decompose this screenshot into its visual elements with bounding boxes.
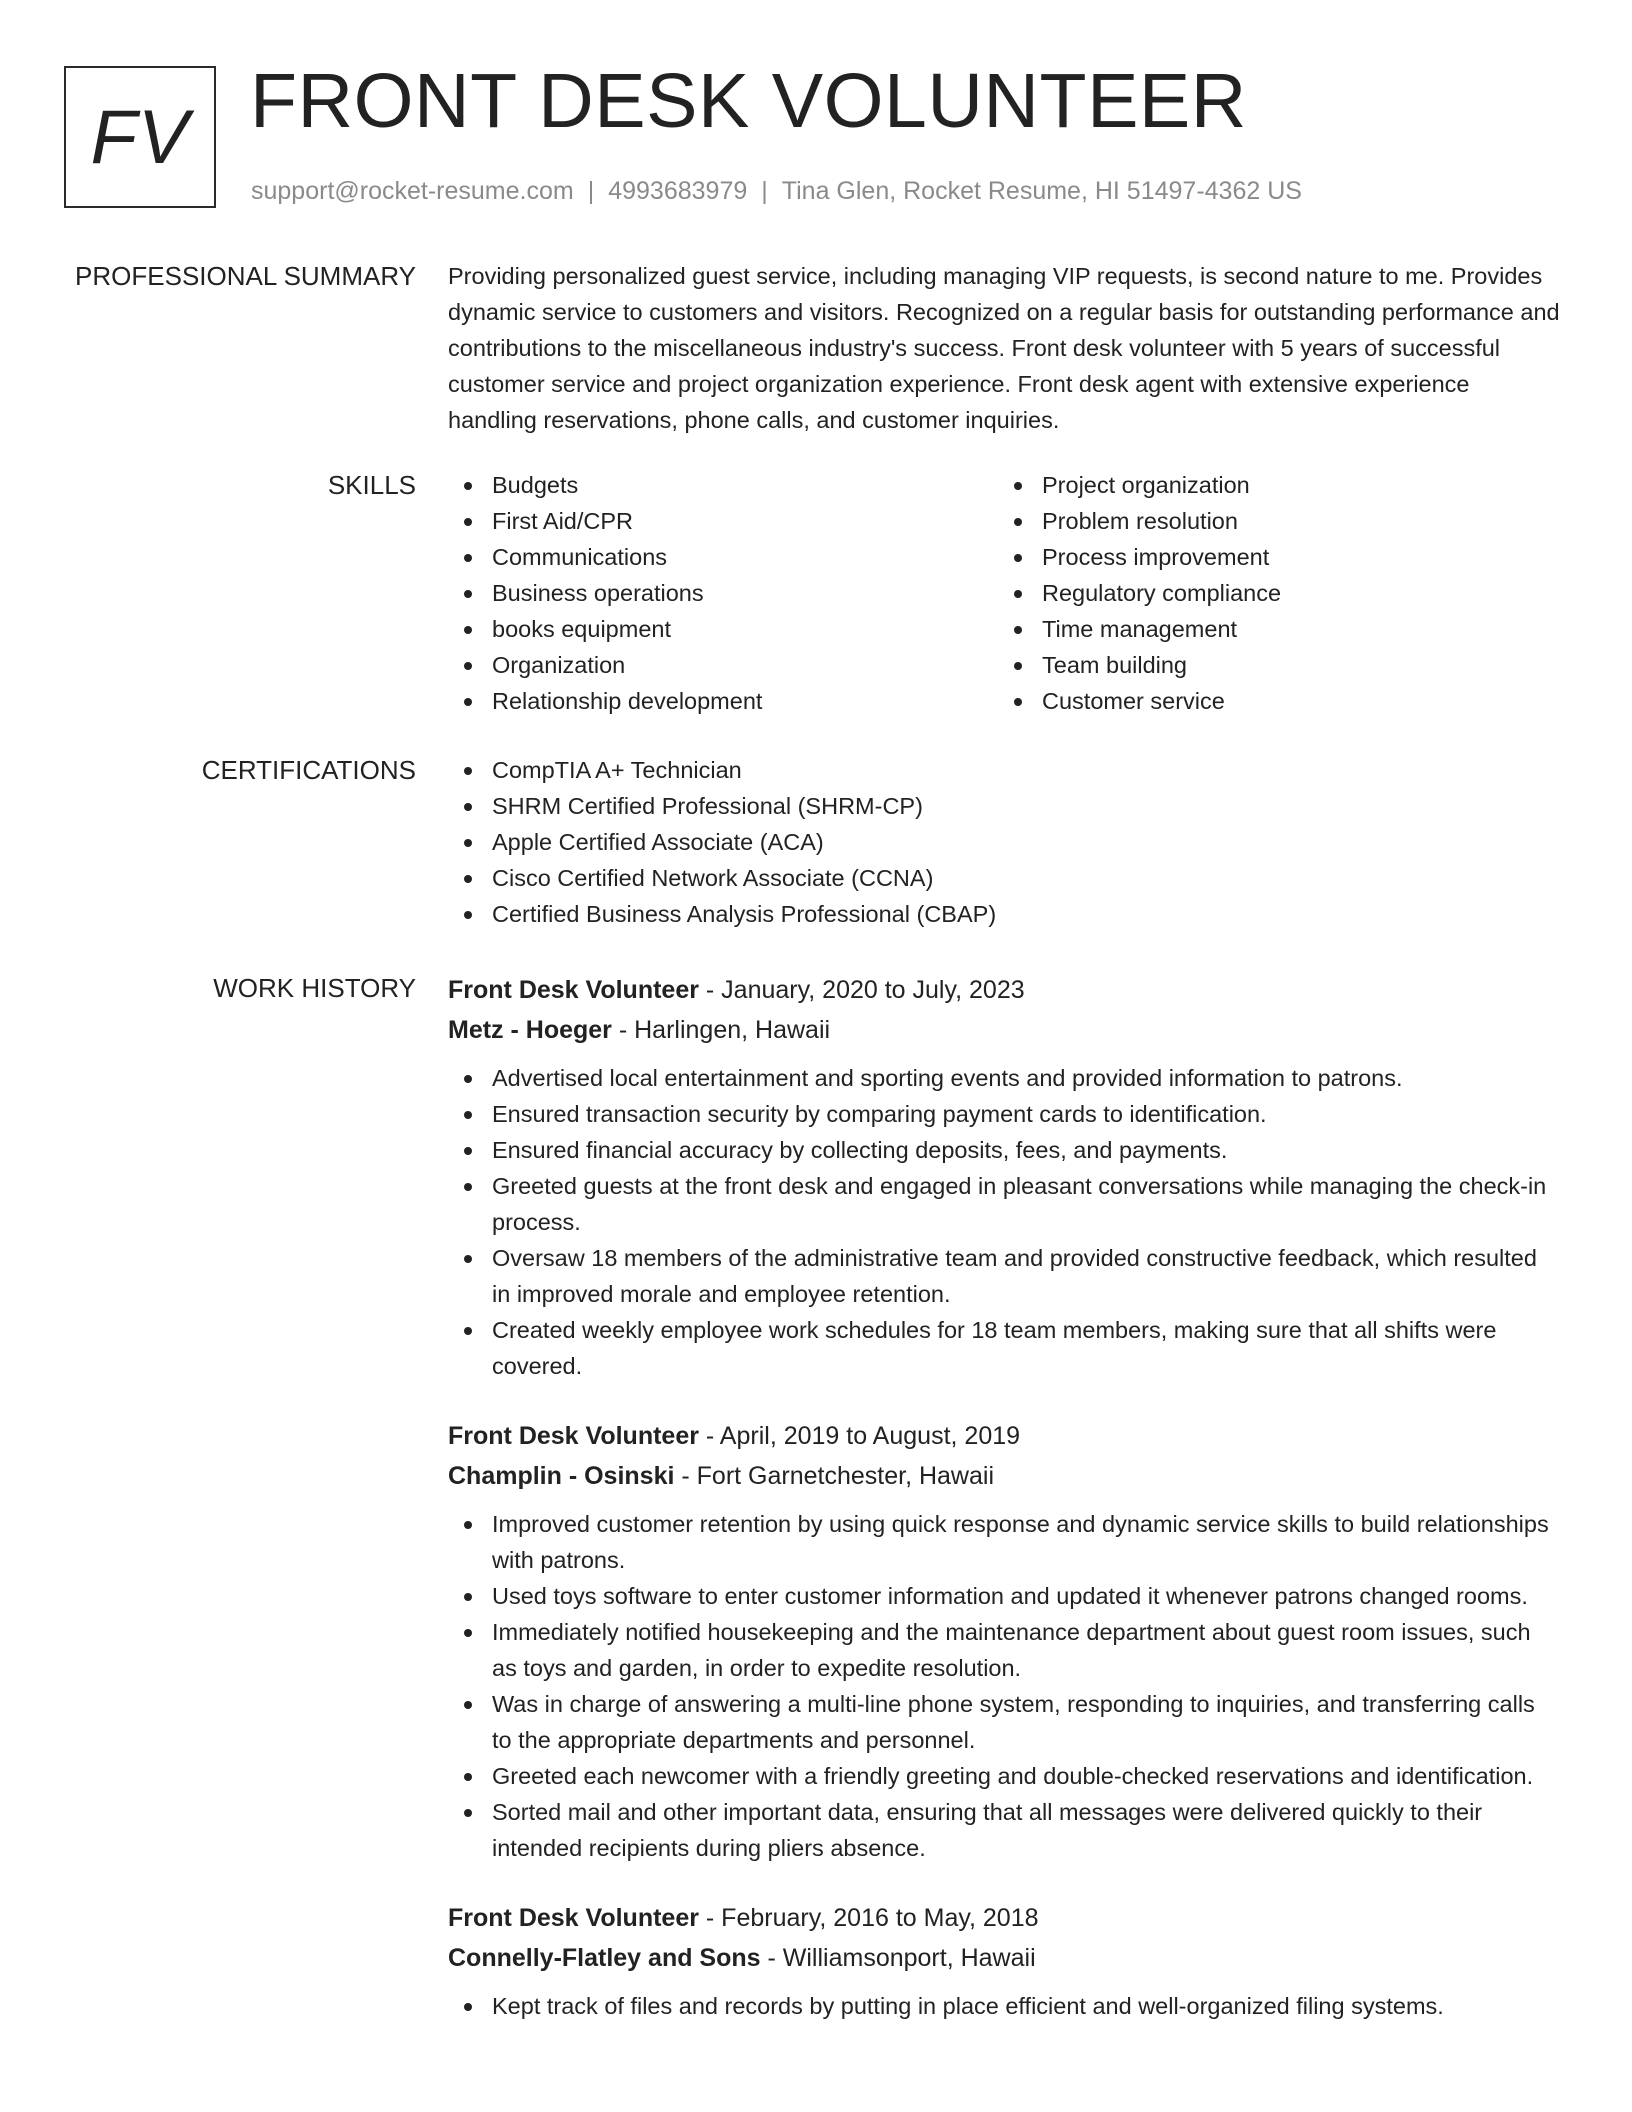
- job-duty: Sorted mail and other important data, ensuring that all messages were delivered quickly to their intended recipients during pliers absence.: [448, 1794, 1560, 1866]
- job-entry: [448, 1416, 1560, 1866]
- certification-item: Cisco Certified Network Associate (CCNA): [448, 860, 1560, 896]
- job-title: Front Desk Volunteer: [448, 976, 699, 1004]
- job-title-line: [448, 1416, 1560, 1456]
- monogram-box: [64, 66, 216, 208]
- skill-item: First Aid/CPR: [448, 503, 998, 539]
- skill-item: Problem resolution: [998, 503, 1548, 539]
- work-history-label: WORK HISTORY: [213, 973, 416, 1003]
- job-duty: Greeted each newcomer with a friendly greeting and double-checked reservations and identification.: [448, 1758, 1560, 1794]
- job-company-line: [448, 1010, 1560, 1050]
- job-company: Champlin - Osinski: [448, 1462, 675, 1490]
- skill-item: Budgets: [448, 467, 998, 503]
- job-duties: [448, 1988, 1560, 2024]
- job-location: - Williamsonport, Hawaii: [760, 1944, 1036, 1972]
- certification-item: Certified Business Analysis Professional (CBAP): [448, 896, 1560, 932]
- certifications-list: [448, 752, 1560, 932]
- skill-item: Communications: [448, 539, 998, 575]
- contact-address: Tina Glen, Rocket Resume, HI 51497-4362 US: [781, 177, 1302, 205]
- job-duty: Ensured transaction security by comparing payment cards to identification.: [448, 1096, 1560, 1132]
- job-company-line: [448, 1456, 1560, 1496]
- job-duty: Improved customer retention by using quick response and dynamic service skills to build relationships with patrons.: [448, 1506, 1560, 1578]
- job-entry: [448, 970, 1560, 1384]
- job-dates: - April, 2019 to August, 2019: [698, 1422, 1021, 1450]
- skill-item: Process improvement: [998, 539, 1548, 575]
- job-location: - Fort Garnetchester, Hawaii: [674, 1462, 994, 1490]
- job-duties: [448, 1506, 1560, 1866]
- summary-text: Providing personalized guest service, including managing VIP requests, is second nature to me. Provides dynamic service to customers and visitors. Recognized on a regular basis for outstanding performance and contributions to the miscellaneous industry's success. Front desk volunteer with 5 years of successful customer service and project organization experience. Front desk agent with extensive experience handling reservations, phone calls, and customer inquiries.: [448, 263, 1560, 433]
- job-duty: Used toys software to enter customer information and updated it whenever patrons changed rooms.: [448, 1578, 1560, 1614]
- job-duty: Created weekly employee work schedules for 18 team members, making sure that all shifts were covered.: [448, 1312, 1560, 1384]
- contact-email: support@rocket-resume.com: [251, 177, 574, 205]
- work-history-body: [448, 970, 1560, 2024]
- contact-phone: 4993683979: [608, 177, 748, 205]
- job-duty: Immediately notified housekeeping and the maintenance department about guest room issues, such as toys and garden, in order to expedite resolution.: [448, 1614, 1560, 1686]
- certification-item: SHRM Certified Professional (SHRM-CP): [448, 788, 1560, 824]
- skills-list-left: [448, 467, 998, 719]
- contact-separator: |: [587, 177, 595, 205]
- job-duty: Ensured financial accuracy by collecting deposits, fees, and payments.: [448, 1132, 1560, 1168]
- job-duty: Oversaw 18 members of the administrative team and provided constructive feedback, which resulted in improved morale and employee retention.: [448, 1240, 1560, 1312]
- job-company-line: [448, 1938, 1560, 1978]
- skill-item: Organization: [448, 647, 998, 683]
- summary-label: PROFESSIONAL SUMMARY: [75, 261, 416, 291]
- job-company: Connelly-Flatley and Sons: [448, 1944, 761, 1972]
- skills-list-right: [998, 467, 1548, 719]
- job-location: - Harlingen, Hawaii: [611, 1016, 831, 1044]
- skill-item: Relationship development: [448, 683, 998, 719]
- job-duty: Greeted guests at the front desk and engaged in pleasant conversations while managing the check-in process.: [448, 1168, 1560, 1240]
- job-title-line: [448, 970, 1560, 1010]
- contact-line: [251, 174, 1302, 208]
- job-entry: [448, 1898, 1560, 2024]
- job-dates: - February, 2016 to May, 2018: [698, 1904, 1039, 1932]
- job-duties: [448, 1060, 1560, 1384]
- skill-item: Regulatory compliance: [998, 575, 1548, 611]
- skill-item: books equipment: [448, 611, 998, 647]
- monogram-initials: FV: [90, 94, 190, 180]
- certifications-label: CERTIFICATIONS: [201, 755, 416, 785]
- job-duty: Was in charge of answering a multi-line phone system, responding to inquiries, and transferring calls to the appropriate departments and personnel.: [448, 1686, 1560, 1758]
- skill-item: Time management: [998, 611, 1548, 647]
- skill-item: Project organization: [998, 467, 1548, 503]
- certification-item: Apple Certified Associate (ACA): [448, 824, 1560, 860]
- contact-separator: |: [761, 177, 768, 205]
- resume-name: FRONT DESK VOLUNTEER: [250, 58, 1247, 144]
- summary-body: [448, 258, 1560, 438]
- skill-item: Team building: [998, 647, 1548, 683]
- skills-label: SKILLS: [327, 470, 416, 500]
- skill-item: Business operations: [448, 575, 998, 611]
- job-title: Front Desk Volunteer: [448, 1904, 699, 1932]
- job-company: Metz - Hoeger: [448, 1016, 612, 1044]
- certifications-body: [448, 752, 1560, 932]
- skills-body: [448, 467, 1560, 719]
- skill-item: Customer service: [998, 683, 1548, 719]
- certification-item: CompTIA A+ Technician: [448, 752, 1560, 788]
- job-dates: - January, 2020 to July, 2023: [698, 976, 1025, 1004]
- job-duty: Advertised local entertainment and sporting events and provided information to patrons.: [448, 1060, 1560, 1096]
- job-duty: Kept track of files and records by putting in place efficient and well-organized filing systems.: [448, 1988, 1560, 2024]
- job-title-line: [448, 1898, 1560, 1938]
- job-title: Front Desk Volunteer: [448, 1422, 699, 1450]
